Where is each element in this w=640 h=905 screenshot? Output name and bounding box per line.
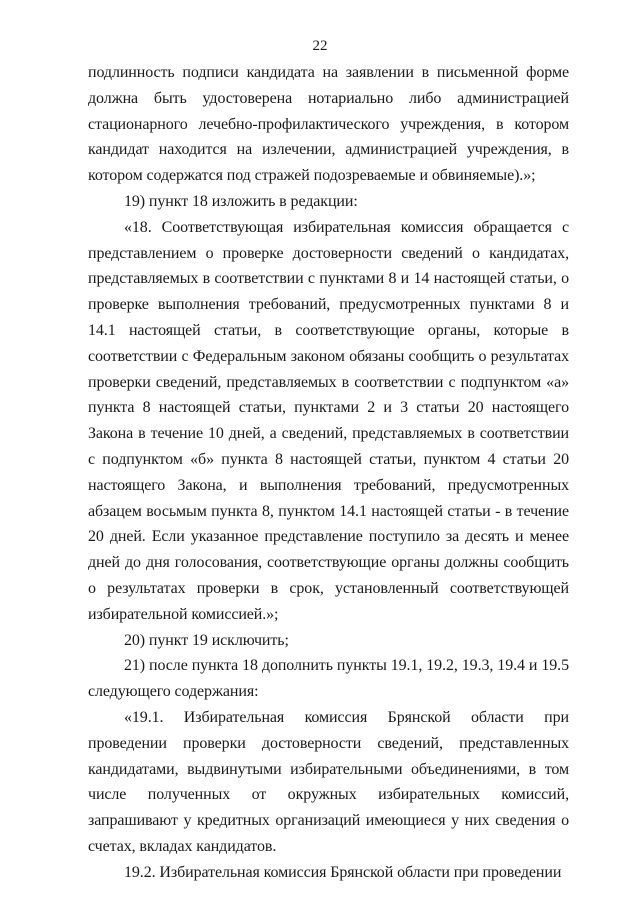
paragraph-point-19-2: 19.2. Избирательная комиссия Брянской области при проведении <box>124 863 562 881</box>
paragraph-item-19: 19) пункт 18 изложить в редакции: <box>124 192 358 210</box>
document-body <box>88 60 569 886</box>
paragraph-continuation: подлинность подписи кандидата на заявлении в письменной форме должна быть удостоверена нотариально либо администрацией стационарного лечебно-профилактического учреждения, в котором кандидат находится на излечении, администрацией учреждения, в котором содержатся под стражей подозреваемые и обвиняемые).»; <box>88 64 569 185</box>
page-number: 22 <box>312 38 328 54</box>
paragraph-point-18-text: «18. Соответствующая избирательная комиссия обращается с представлением о проверке достоверности сведений о кандидатах, представляемых в соответствии с пунктами 8 и 14 настоящей статьи, о проверке выполнения требований, предусмотренных пунктами 8 и 14.1 настоящей статьи, в соответствующие органы, которые в соответствии с Федеральным законом обязаны сообщить о результатах проверки сведений, представляемых в соответствии с подпунктом «а» пункта 8 настоящей статьи, пунктами 2 и 3 статьи 20 настоящего Закона в течение 10 дней, а сведений, представляемых в соответствии с подпунктом «б» пункта 8 настоящей статьи, пунктом 4 статьи 20 настоящего Закона, и выполнения требований, предусмотренных абзацем восьмым пункта 8, пунктом 14.1 настоящей статьи - в течение 20 дней. Если указанное представление поступило за десять и менее дней до дня голосования, соответствующие органы должны сообщить о результатах проверки в срок, установленный соответствующей избирательной комиссией.»; <box>88 218 569 623</box>
paragraph-item-20: 20) пункт 19 исключить; <box>124 631 289 649</box>
paragraph-item-21: 21) после пункта 18 дополнить пункты 19.1, 19.2, 19.3, 19.4 и 19.5 следующего содержания: <box>88 657 569 701</box>
paragraph-point-19-1: «19.1. Избирательная комиссия Брянской области при проведении проверки достоверности сведений, представленных кандидатами, выдвинутыми избирательными объединениями, в том числе полученных от окружных избирательных комиссий, запрашивают у кредитных организаций имеющиеся у них сведения о счетах, вкладах кандидатов. <box>88 708 569 855</box>
